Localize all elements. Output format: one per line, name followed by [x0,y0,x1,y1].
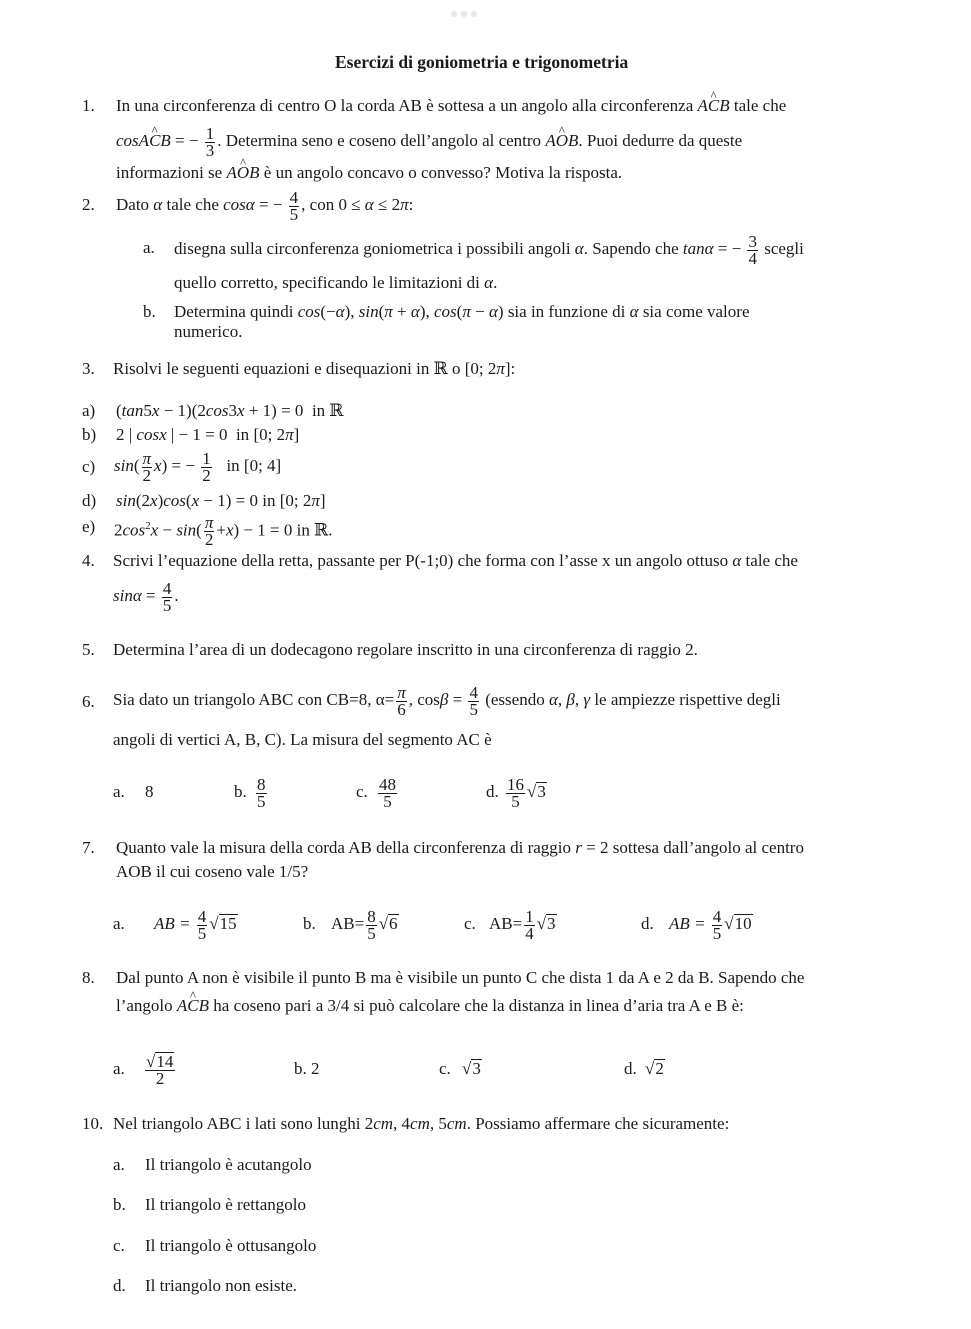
equation: sin(2x)cos(x − 1) = 0 in [0; 2π] [116,491,326,510]
equation: 2 | cosx | − 1 = 0 in [0; 2π] [116,425,300,444]
option-value: $\frac{√14}{2}$ [146,1051,174,1088]
equation: $2\cos^2x - \sin$( $\frac{\pi}{2}$ +x) − 1 = 0 in ℝ. [114,513,333,550]
option-label: b. [234,782,247,801]
option-label: b. [143,302,156,321]
question-text: angoli di vertici A, B, C). La misura del segmento AC è [113,730,492,749]
option-label: d. [641,914,654,933]
option-label: b. 2 [294,1059,320,1078]
question-text: informazioni se A^ OB è un angolo concavo o convesso? Motiva la risposta. [116,163,622,183]
question-text: In una circonferenza di centro O la corda AB è sottesa a un angolo alla circonferenza A^ CB tale che [116,96,786,116]
option-label: d. [113,1276,126,1295]
option-text: Il triangolo è acutangolo [145,1155,312,1174]
page-title: Esercizi di goniometria e trigonometria [335,52,629,72]
question-text: Dal punto A non è visibile il punto B ma è visibile un punto C che dista 1 da A e 2 da B. Sapendo che [116,968,805,987]
option-value: AB = $\frac{4}{5}$ √10 [669,906,752,943]
option-label: a. [113,1059,125,1078]
question-text: Determina l’area di un dodecagono regolare inscritto in una circonferenza di raggio 2. [113,640,698,659]
option-text: Il triangolo non esiste. [145,1276,298,1295]
question-number: 10. [82,1114,104,1133]
question-number: 6. [82,692,95,711]
subquestion-text: quello corretto, specificando le limitazioni di α. [174,273,498,292]
question-text: Nel triangolo ABC i lati sono lunghi 2cm, 4cm, 5cm. Possiamo affermare che sicuramente: [113,1114,730,1133]
subquestion-text: disegna sulla circonferenza goniometrica i possibili angoli α. Sapendo che tanα = − $\frac{3}{4}$ scegli [174,231,804,268]
question-text: Risolvi le seguenti equazioni e disequazioni in ℝ o [0; 2π]: [113,359,516,378]
option-value: AB= $\frac{1}{4}$ √3 [489,906,556,943]
equation-label: a) [82,401,96,420]
option-value: $\frac{8}{5}$ [257,774,266,811]
equation-label: c) [82,457,96,476]
equation-label: d) [82,491,97,510]
question-number: 2. [82,195,95,214]
question-number: 5. [82,640,95,659]
option-label: a. [113,914,125,933]
option-label: d. [624,1059,637,1078]
question-text: Sia dato un triangolo ABC con CB=8, α= $\frac{\pi}{6}$ , cosβ = $\frac{4}{5}$ (essendo α, β, γ le ampiezze rispettive degli [113,682,781,719]
option-label: c. [113,1236,125,1255]
option-text: Il triangolo è ottusangolo [145,1236,317,1255]
option-value: √2 [645,1059,664,1078]
option-value: 8 [145,782,154,801]
question-number: 1. [82,96,95,115]
option-label: a. [143,238,155,257]
option-label: a. [113,782,125,801]
equation-label: b) [82,425,97,444]
question-number: 3. [82,359,95,378]
question-text: l’angolo A^ CB ha coseno pari a 3/4 si può calcolare che la distanza in linea d’aria tra A e B è: [116,996,744,1016]
option-label: c. [464,914,476,933]
equation: (tan5x − 1)(2cos3x + 1) = 0 in ℝ [116,401,344,420]
equation-label: e) [82,517,96,536]
question-number: 4. [82,551,95,570]
question-text: Scrivi l’equazione della retta, passante per P(-1;0) che forma con l’asse x un angolo ottuso α tale che [113,551,798,570]
option-label: b. [303,914,316,933]
option-value: $\frac{48}{5}$ [379,774,396,811]
option-value: AB= $\frac{8}{5}$ √6 [331,906,398,943]
subquestion-text: numerico. [174,322,243,341]
window-dots [451,2,481,22]
option-text: Il triangolo è rettangolo [145,1195,306,1214]
option-label: c. [439,1059,451,1078]
option-value: $\frac{16}{5}$ √3 [507,774,546,811]
question-text: Dato α tale che cosα = − $\frac{4}{5}$ , con 0 ≤ α ≤ 2π: [116,187,414,224]
question-text: Quanto vale la misura della corda AB della circonferenza di raggio r = 2 sottesa dall’angolo al centro [116,838,804,857]
equation: sin( $\frac{\pi}{2}$ x) = − $\frac{1}{2}$ in [0; 4] [114,448,282,485]
question-text: AOB il cui coseno vale 1/5? [116,862,309,881]
option-label: b. [113,1195,126,1214]
option-label: a. [113,1155,125,1174]
question-number: 8. [82,968,95,987]
question-text: cosA^ CB = − $\frac{1}{3}$ . Determina seno e coseno dell’angolo al centro A^ OB. Puoi dedurre da queste [116,122,742,160]
option-label: c. [356,782,368,801]
option-label: d. [486,782,499,801]
subquestion-text: Determina quindi cos(−α), sin(π + α), cos(π − α) sia in funzione di α sia come valore [174,302,750,321]
question-text: sinα = $\frac{4}{5}$ . [113,578,179,615]
option-value: AB = $\frac{4}{5}$ √15 [154,906,237,943]
option-value: √3 [462,1059,481,1078]
question-number: 7. [82,838,95,857]
